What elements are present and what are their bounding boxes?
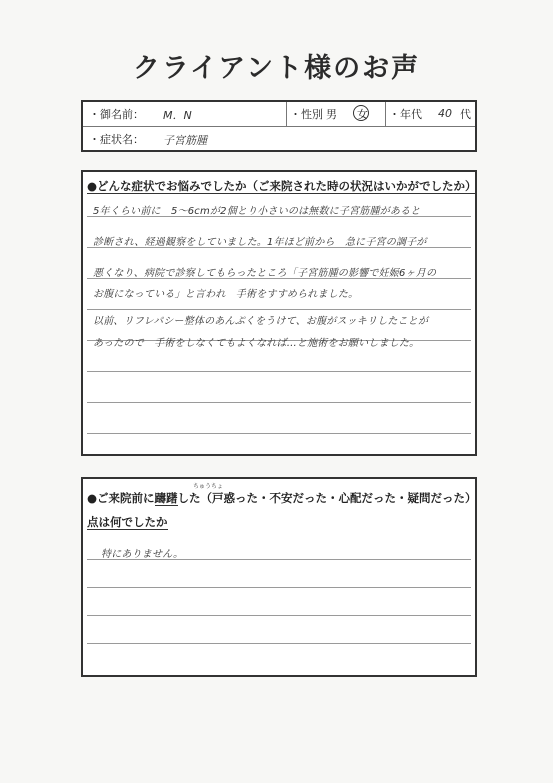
gender-selected-circle [353,105,369,121]
answer-line: 診断され、経過観察をしていました。1年ほど前から 急に子宮の調子が [93,237,427,248]
symptom-label: ・症状名： [89,133,144,146]
ruby-text: ちゅうちょ [193,483,224,490]
gender-male: 男 [326,108,337,121]
ruled-line [87,587,471,588]
divider [286,102,287,126]
info-row-2 [83,127,475,151]
answer-line: 以前、リフレパシー整体のあんぷくをうけて、お腹がスッキリしたことが [93,316,429,327]
answer-line: 特にありません。 [101,549,184,560]
age-unit: 代 [460,108,471,121]
age-value: 40 [438,107,452,120]
page-title: クライアント様のお声 [132,53,421,84]
gender-female: 女 [357,108,368,121]
answer-line: 5年くらい前に 5～6cmが2個とり小さいのは無数に子宮筋腫があると [93,206,421,217]
ruled-line [87,402,471,403]
ruled-line [87,643,471,644]
ruled-line [87,309,471,310]
gender-label: ・性別 [290,108,323,121]
hesitation-question-line2: 点は何でしたか [87,515,168,529]
hesitation-question: ●ご来院前に躊躇した（戸惑った・不安だった・心配だった・疑問だった） [87,491,477,505]
answer-line: お腹になっている」と言われ 手術をすすめられました。 [93,289,359,300]
age-label: ・年代 [389,108,422,121]
client-info-table [81,100,477,152]
info-row-1 [83,102,475,127]
answer-line: 悪くなり、病院で診察してもらったところ「子宮筋腫の影響で妊娠6ヶ月の [93,268,437,279]
ruled-line [87,433,471,434]
symptoms-question: ●どんな症状でお悩みでしたか（ご来院された時の状況はいかがでしたか） [87,179,477,193]
hesitation-section [81,477,477,677]
symptom-value: 子宮筋腫 [163,134,207,147]
ruled-line [87,615,471,616]
ruled-line [87,371,471,372]
symptoms-section [81,170,477,456]
name-value: M．N [163,109,192,122]
answer-line: あったので 手術をしなくてもよくなれば…と施術をお願いしました。 [93,338,420,349]
name-label: ・御名前： [89,108,144,121]
divider [385,102,386,126]
